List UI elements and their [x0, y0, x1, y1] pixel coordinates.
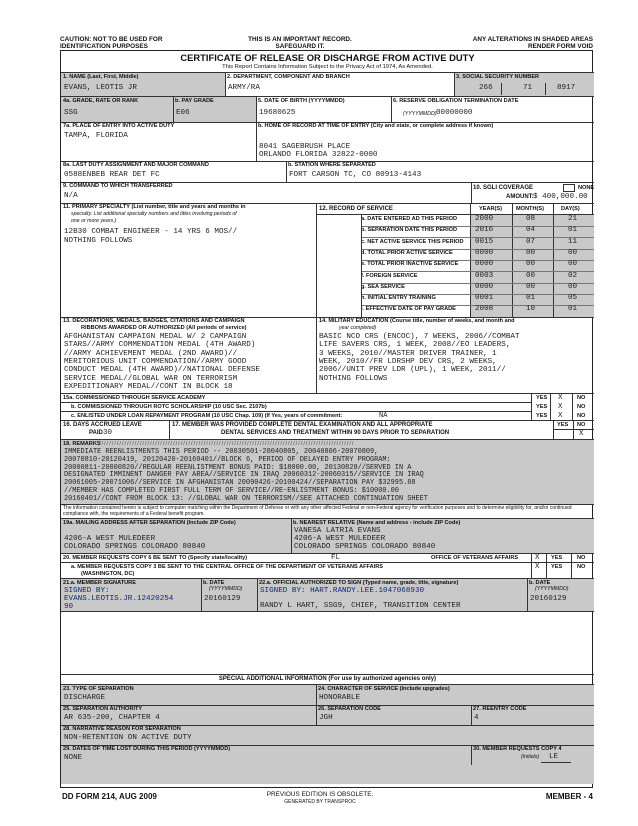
nearest-relative-line-1: VANESA LATRIA EVANS — [294, 527, 381, 535]
caution-line-2: IDENTIFICATION PURPOSES — [60, 43, 148, 50]
member-signature-line-2: EVANS.LEOTIS.JR.12420254 — [64, 595, 174, 603]
service-row-months: 07 — [526, 237, 536, 246]
reserve-obligation-format: (YYYYMMDD) — [403, 111, 437, 117]
copy3-yes[interactable]: YES — [551, 564, 563, 570]
reserve-obligation-value: 00000000 — [436, 109, 473, 117]
education-line: NOTHING FOLLOWS — [319, 374, 388, 383]
reserve-obligation-label: 6. RESERVE OBLIGATION TERMINATION DATE — [393, 98, 519, 104]
service-row-years: 0000 — [475, 248, 494, 257]
primary-specialty-note-1: specialty. List additional specialty numbers and titles involving periods of — [71, 211, 237, 217]
dob-label: 5. DATE OF BIRTH (YYYYMMDD) — [258, 98, 345, 104]
primary-specialty-label: 11. PRIMARY SPECIALTY (List number, title and years and months in — [63, 204, 246, 210]
copy6-no[interactable]: NO — [577, 555, 586, 561]
copy3-x: X — [535, 563, 540, 571]
copy4-initials-label: (Initials) — [521, 754, 540, 760]
military-education-label: 14. MILITARY EDUCATION (Course title, number of weeks, and month and — [319, 318, 515, 324]
important-line-1: THIS IS AN IMPORTANT RECORD. — [248, 36, 352, 43]
form-title: CERTIFICATE OF RELEASE OR DISCHARGE FROM ACTIVE DUTY — [180, 52, 475, 63]
generated-by: GENERATED BY TRANSPROC — [284, 799, 356, 805]
decorations-label: 13. DECORATIONS, MEDALS, BADGES, CITATIONS AND CAMPAIGN — [63, 318, 245, 324]
loan-repayment-years: NA — [379, 412, 388, 420]
service-row-months: 00 — [526, 260, 536, 269]
pay-grade-label: b. PAY GRADE — [175, 98, 214, 104]
copy6-label: 20. MEMBER REQUESTS COPY 6 BE SENT TO (Specify state/locality) — [63, 555, 248, 561]
department-label: 2. DEPARTMENT, COMPONENT AND BRANCH — [227, 74, 350, 80]
separation-code-value: JGH — [319, 714, 333, 722]
record-days-header: DAY(S) — [561, 206, 580, 212]
record-of-service-label: 12. RECORD OF SERVICE — [319, 206, 393, 212]
service-row-label: c. NET ACTIVE SERVICE THIS PERIOD — [361, 238, 464, 245]
loan-no[interactable]: NO — [577, 413, 586, 419]
rotc-label: b. COMMISSIONED THROUGH ROTC SCHOLARSHIP (10 USC Sec. 2107b) — [71, 404, 267, 410]
dental-x: X — [579, 430, 584, 438]
service-row-days: 11 — [568, 237, 578, 246]
sgli-none-checkbox[interactable] — [563, 184, 575, 192]
remarks-line: 20061005-20071006//SERVICE IN AFGHANISTAN 20090426-20100424//SEPARATION PAY $32995.88 — [64, 479, 416, 488]
reentry-code-label: 27. REENTRY CODE — [473, 706, 527, 712]
decoration-line: SERVICE MEDAL//GLOBAL WAR ON TERRORISM — [64, 374, 238, 383]
separation-code-label: 26. SEPARATION CODE — [318, 706, 381, 712]
official-date-value: 20160129 — [530, 595, 567, 603]
service-row-months: 08 — [526, 215, 536, 223]
record-months-header: MONTH(S) — [516, 206, 544, 212]
education-line: 3 WEEKS, 2010//MASTER DRIVER TRAINER, 1 — [319, 349, 497, 358]
education-line: LIFE SAVERS CRS, 1 WEEK, 2008//EO LEADERS, — [319, 341, 511, 350]
remarks-line: 20070810-20120419, 20120420-20160401//BLOCK 6, PERIOD OF DELAYED ENTRY PROGRAM: — [64, 455, 391, 464]
service-row-years: 0015 — [475, 237, 494, 246]
sgli-amount-value: $ 400,000.00 — [533, 193, 588, 201]
loan-repayment-label: c. ENLISTED UNDER LOAN REPAYMENT PROGRAM (10 USC Chap. 109) (If Yes, years of commitment: — [71, 413, 343, 419]
command-transferred-label: 9. COMMAND TO WHICH TRANSFERRED — [63, 183, 173, 189]
remarks-line: //MEMBER HAS COMPLETED FIRST FULL TERM OF SERVICE//RE-ENLISTMENT BONUS: $10000.00 — [64, 487, 399, 495]
member-date-format: (YYYYMMDD) — [209, 586, 243, 592]
pay-grade-value: E06 — [176, 109, 190, 117]
service-row-label: a. DATE ENTERED AD THIS PERIOD — [361, 216, 458, 222]
rotc-no[interactable]: NO — [577, 404, 586, 410]
member-signature-line-3: 90 — [64, 603, 74, 611]
academy-x: X — [558, 394, 563, 402]
education-line: WEEK, 2010//FR LDRSHP DEV CRS, 2 WEEKS, — [319, 357, 497, 366]
service-row-months: 01 — [526, 294, 536, 303]
service-row-days: 21 — [568, 215, 578, 223]
decoration-line: MERITORIOUS UNIT COMMENDATION//ARMY GOOD — [64, 357, 247, 366]
primary-specialty-value-1: 12B30 COMBAT ENGINEER - 14 YRS 6 MOS// — [64, 228, 238, 236]
time-lost-label: 29. DATES OF TIME LOST DURING THIS PERIOD (YYYYMMDD) — [63, 746, 231, 752]
form-body: CERTIFICATE OF RELEASE OR DISCHARGE FROM ACTIVE DUTY This Report Contains Information Subject to the Privacy Act of 1974, As Amended. 1. NAME (Last, First, Middle) EVANS, LEOTIS JR 2. DEPARTMENT, COMPONENT AND BRANCH ARMY/RA 3. SOCIAL SECURITY NUMBER 266 71 8917 4a. GRADE, RATE OR RANK SSG b. PAY GRADE E06 5. DATE OF BIRTH (YYYYMMDD) 19680625 6. RESERVE OBLIGATION TERMINATION DATE (YYYYMMDD) 00000000 7a. PLACE OF ENTRY INTO ACTIVE DUTY TAMPA, FLORIDA b. HOME OF RECORD AT TIME OF ENTRY (City and state, or complete address if known) 8041 SAGEBRUSH PLACE ORLANDO FLORIDA 32822-0000 8a. LAST DUTY ASSIGNMENT AND MAJOR COMMAND 0588ENBEB REAR DET FC b. STATION WHERE SEPARATED FORT CARSON TC, CO 80913-4143 9. COMMAND TO WHICH TRANSFERRED N/A 10. SGLI COVERAGE NONE AMOUNT: $ 400,000.00 11. PRIMARY SPECIALTY (List number, title and years and months in specialty. List additional specialty numbers and titles involving periods of one or more years.) 12B30 COMBAT ENGINEER - 14 YRS 6 MOS// NOTHING FOLLOWS 12. RECORD OF SERVICE YEAR(S) MONTH(S) DAY(S) 13. DECORATIONS, MEDALS, BADGES, CITATIONS AND CAMPAIGN RIBBONS AWARDED OR AUTHORIZED (All periods of service) 14. MILITARY EDUCATION (Course title, number of weeks, and month and year completed) 15a. COMMISSIONED THROUGH SERVICE ACADEMY b. COMMISSIONED THROUGH ROTC SCHOLARSHIP (10 USC Sec. 2107b) c. ENLISTED UNDER LOAN REPAYMENT PROGRAM (10 USC Chap. 109) (If Yes, years of commitment: NA YES X NO YES X NO YES X NO 16. DAYS ACCRUED LEAVE PAID 30 17. MEMBER WAS PROVIDED COMPLETE DENTAL EXAMINATION AND ALL APPROPRIATE DENTAL SERVICES AND TREATMENT WITHIN 90 DAYS PRIOR TO SEPARATION YES NO X 18. REMARKS //////////////////////////////////////////////////////////////////////////////////////////////////// The information contained herein is subject to computer matching within the Department of Defense or with any other affected Federal or non-Federal agency for verification purposes and to determine eligibility for, and/or continued compliance with, the requirements of a Federal benefit program. 19a. MAILING ADDRESS AFTER SEPARATION (Include ZIP Code) 4206-A WEST MULEDEER COLORADO SPRINGS COLORADO 80840 b. NEAREST RELATIVE (Name and address - include ZIP Code) VANESA LATRIA EVANS 4206-A WEST MULEDEER COLORADO SPRINGS COLORADO 80840 20. MEMBER REQUESTS COPY 6 BE SENT TO (Specify state/locality) FL OFFICE OF VETERANS AFFAIRS X YES NO a. MEMBER REQUESTS COPY 3 BE SENT TO THE CENTRAL OFFICE OF THE DEPARTMENT OF VETERANS AFFAIRS (WASHINGTON, DC) X YES NO 21.a. MEMBER SIGNATURE SIGNED BY: EVANS.LEOTIS.JR.12420254 90 b. DATE (YYYYMMDD) 20160129 22.a. OFFICIAL AUTHORIZED TO SIGN (Typed name, grade, title, signature) SIGNED BY: HART.RANDY.LEE.1047068930 RANDY L HART, SSG9, CHIEF, TRANSITION CENTER b. DATE (YYYYMMDD) 20160129 SPECIAL ADDITIONAL INFORMATION (For use by authorized agencies only) 23. TYPE OF SEPARATION DISCHARGE 24. CHARACTER OF SERVICE (Include upgrades) HONORABLE 25. SEPARATION AUTHORITY AR 635-200, CHAPTER 4 26. SEPARATION CODE JGH 27. REENTRY CODE 4 28. NARRATIVE REASON FOR SEPARATION NON-RETENTION ON ACTIVE DUTY 29. DATES OF TIME LOST DURING THIS PERIOD (YYYYMMDD) NONE 30. MEMBER REQUESTS COPY 4 (Initials) LE a. DATE ENTERED AD THIS PERIOD 2000 08 21 b. SEPARATION DATE THIS PERIOD 2016 04 01 c. NET ACTIVE SERVICE THIS PERIOD 0015 07 11 d. TOTAL PRIOR ACTIVE SERVICE 0000 00 00 e. TOTAL PRIOR INACTIVE SERVICE 0000 00 00 f. FOREIGN SERVICE 0003 00 02 g. SEA SERVICE 0000 00 00 h. INITIAL ENTRY TRAINING 0001 01 05 i. EFFECTIVE DATE OF PAY GRADE 2008 10 01 AFGHANISTAN CAMPAIGN MEDAL W/ 2 CAMPAIGN STARS//ARMY COMMENDATION MEDAL (4TH AWARD) //ARMY ACHIEVEMENT MEDAL (2ND AWARD)// MERITORIOUS UNIT COMMENDATION//ARMY GOOD CONDUCT MEDAL (4TH AWARD)//NATIONAL DEFENSE SERVICE MEDAL//GLOBAL WAR ON TERRORISM EXPEDITIONARY MEDAL//CONT IN BLOCK 18 BASIC NCO CRS (ENCOC), 7 WEEKS, 2006//COMBAT LIFE SAVERS CRS, 1 WEEK, 2008//EO LEADERS, 3 WEEKS, 2010//MASTER DRIVER TRAINER, 1 WEEK, 2010//FR LDRSHP DEV CRS, 2 WEEKS, 2006//UNIT PREV LDR (UPL), 1 WEEK, 2011// NOTHING FOLLOWS IMMEDIATE REENLISTMENTS THIS PERIOD -- 20030501-20040805, 20040806-20070809, 20070810-20120419, 20120420-20160401//BLOCK 6, PERIOD OF DELAYED ENTRY PROGRAM: 20000811-20000820//REGULAR REENLISTMENT BONUS PAID: $18000.00, 20130828//SERVED IN A DESIGNATED IMMINENT DANGER PAY AREA//SERVICE IN IRAQ 20060312-20060315//SERVICE IN IRAQ 20061005-20071006//SERVICE IN AFGHANISTAN 20090426-20100424//SEPARATION PAY $32995.88 //MEMBER HAS COMPLETED FIRST FULL TERM OF SERVICE//RE-ENLISTMENT BONUS: $10000.00 20160401//CONT FROM BLOCK 13: //GLOBAL WAR ON TERRORISM//SEE ATTACHED CONTINUATION SHEET — [60, 50, 593, 788]
decoration-line: //ARMY ACHIEVEMENT MEDAL (2ND AWARD)// — [64, 349, 238, 358]
service-row-months: 00 — [526, 282, 536, 291]
copy3-label-2: (WASHINGTON, DC) — [81, 571, 135, 577]
member-date-label: b. DATE — [203, 580, 225, 586]
service-row-years: 0000 — [475, 282, 494, 291]
service-row-months: 00 — [526, 271, 536, 280]
nearest-relative-label: b. NEAREST RELATIVE (Name and address - include ZIP Code) — [293, 520, 461, 526]
service-row-months: 00 — [526, 248, 536, 257]
separation-type-label: 23. TYPE OF SEPARATION — [63, 686, 134, 692]
service-row-days: 00 — [568, 248, 578, 257]
primary-specialty-note-2: one or more years.) — [71, 218, 117, 224]
copy6-state: FL — [331, 554, 341, 562]
important-text — [230, 36, 370, 50]
caution-text — [60, 36, 163, 50]
service-row-label: i. EFFECTIVE DATE OF PAY GRADE — [361, 306, 456, 313]
copy6-x: X — [535, 554, 540, 562]
education-line: 2006//UNIT PREV LDR (UPL), 1 WEEK, 2011// — [319, 366, 506, 375]
service-row-label: f. FOREIGN SERVICE — [361, 272, 418, 279]
disclosure-notice: The information contained herein is subject to computer matching within the Department of Defense or with any other affected Federal or non-Federal agency for verification purposes and to determine eligibility for, and/or continued compliance with, the requirements of a Federal benefit program. — [63, 505, 572, 517]
member-signature-label: 21.a. MEMBER SIGNATURE — [63, 580, 136, 586]
decoration-line: STARS//ARMY COMMENDATION MEDAL (4TH AWARD) — [64, 341, 256, 350]
separation-authority-label: 25. SEPARATION AUTHORITY — [63, 706, 143, 712]
copy3-label: a. MEMBER REQUESTS COPY 3 BE SENT TO THE CENTRAL OFFICE OF THE DEPARTMENT OF VETERANS AFFAIRS — [71, 564, 384, 570]
decoration-line: CONDUCT MEDAL (4TH AWARD)//NATIONAL DEFENSE — [64, 366, 260, 375]
alterations-text — [420, 36, 593, 50]
last-duty-label: 8a. LAST DUTY ASSIGNMENT AND MAJOR COMMAND — [63, 162, 209, 168]
separation-authority-value: AR 635-200, CHAPTER 4 — [64, 714, 160, 722]
dob-value: 19680625 — [259, 109, 296, 117]
important-line-2: SAFEGUARD IT. — [275, 43, 325, 50]
dental-label: 17. MEMBER WAS PROVIDED COMPLETE DENTAL EXAMINATION AND ALL APPROPRIATE — [172, 422, 433, 428]
dental-yes[interactable]: YES — [557, 422, 569, 428]
home-of-record-line-2: ORLANDO FLORIDA 32822-0000 — [259, 151, 378, 159]
rotc-x: X — [558, 403, 563, 411]
service-row-months: 04 — [526, 226, 536, 235]
official-date-label: b. DATE — [529, 580, 551, 586]
military-education-label-2: year completed) — [339, 325, 377, 331]
time-lost-value: NONE — [64, 754, 83, 762]
caution-line-1: CAUTION: NOT TO BE USED FOR — [60, 36, 163, 43]
service-row-days: 00 — [568, 260, 578, 269]
service-row-years: 2016 — [475, 226, 494, 235]
department-value: ARMY/RA — [228, 84, 260, 92]
decorations-label-2: RIBBONS AWARDED OR AUTHORIZED (All periods of service) — [81, 325, 247, 331]
narrative-reason-value: NON-RETENTION ON ACTIVE DUTY — [64, 734, 192, 742]
nearest-relative-line-3: COLORADO SPRINGS COLORADO 80840 — [294, 543, 436, 551]
place-of-entry-value: TAMPA, FLORIDA — [64, 132, 128, 140]
command-transferred-value: N/A — [64, 192, 78, 200]
service-row-years: 0003 — [475, 271, 494, 280]
academy-yes[interactable]: YES — [536, 395, 548, 401]
service-row-days: 02 — [568, 271, 578, 280]
service-row-years: 0000 — [475, 260, 494, 269]
service-row-days: 00 — [568, 282, 578, 291]
copy4-initials-value: LE — [549, 753, 559, 761]
member-date-value: 20160129 — [204, 595, 241, 603]
official-signature-label: 22.a. OFFICIAL AUTHORIZED TO SIGN (Typed name, grade, title, signature) — [259, 580, 459, 586]
service-row-label: g. SEA SERVICE — [361, 283, 405, 290]
member-signature-line-1: SIGNED BY: — [64, 587, 110, 595]
station-separated-label: b. STATION WHERE SEPARATED — [288, 162, 376, 168]
copy-designation: MEMBER - 4 — [545, 792, 593, 801]
copy3-no[interactable]: NO — [577, 564, 586, 570]
grade-label: 4a. GRADE, RATE OR RANK — [63, 98, 139, 104]
place-of-entry-label: 7a. PLACE OF ENTRY INTO ACTIVE DUTY — [63, 123, 175, 129]
ssn-part-1: 266 — [479, 84, 493, 92]
loan-x: X — [558, 412, 563, 420]
copy6-office: OFFICE OF VETERANS AFFAIRS — [431, 555, 519, 561]
academy-no[interactable]: NO — [577, 395, 586, 401]
official-date-format: (YYYYMMDD) — [535, 586, 569, 592]
sgli-amount-label: AMOUNT: — [506, 194, 534, 200]
remarks-label: 18. REMARKS — [63, 441, 101, 447]
service-row-months: 10 — [526, 305, 536, 314]
copy6-yes[interactable]: YES — [551, 555, 563, 561]
alterations-line-1: ANY ALTERATIONS IN SHADED AREAS — [472, 36, 593, 43]
copy4-label: 30. MEMBER REQUESTS COPY 4 — [473, 746, 562, 752]
special-info-header: SPECIAL ADDITIONAL INFORMATION (For use by authorized agencies only) — [218, 676, 437, 682]
official-signature-line-2: RANDY L HART, SSG9, CHIEF, TRANSITION CENTER — [260, 602, 461, 610]
mailing-address-line-2: COLORADO SPRINGS COLORADO 80840 — [64, 543, 206, 551]
remarks-line: DESIGNATED IMMINENT DANGER PAY AREA//SERVICE IN IRAQ 20060312-20060315//SERVICE IN IRAQ — [64, 471, 424, 480]
narrative-reason-label: 28. NARRATIVE REASON FOR SEPARATION — [63, 726, 181, 732]
accrued-leave-value: 30 — [103, 429, 113, 437]
accrued-leave-paid: PAID — [89, 430, 103, 436]
privacy-notice: This Report Contains Information Subject to the Privacy Act of 1974, As Amended. — [222, 64, 433, 70]
remarks-line: 20160401//CONT FROM BLOCK 13: //GLOBAL WAR ON TERRORISM//SEE ATTACHED CONTINUATION SHEET — [64, 494, 428, 503]
name-label: 1. NAME (Last, First, Middle) — [63, 74, 139, 80]
service-row-days: 01 — [568, 226, 578, 235]
service-row-years: 2008 — [475, 305, 494, 314]
sgli-none-label: NONE — [578, 185, 595, 191]
decoration-line: AFGHANISTAN CAMPAIGN MEDAL W/ 2 CAMPAIGN — [64, 333, 247, 341]
rotc-yes[interactable]: YES — [536, 404, 548, 410]
ssn-part-3: 8917 — [557, 84, 576, 92]
accrued-leave-label: 16. DAYS ACCRUED LEAVE — [63, 422, 142, 428]
service-row-days: 01 — [568, 305, 578, 314]
last-duty-value: 0588ENBEB REAR DET FC — [64, 171, 160, 179]
sgli-label: 10. SGLI COVERAGE — [473, 185, 534, 191]
alterations-line-2: RENDER FORM VOID — [528, 43, 593, 50]
decoration-line: EXPEDITIONARY MEDAL//CONT IN BLOCK 18 — [64, 382, 233, 391]
service-row-years: 0001 — [475, 294, 494, 303]
character-of-service-value: HONORABLE — [319, 694, 361, 702]
obsolete-notice: PREVIOUS EDITION IS OBSOLETE. — [266, 791, 374, 798]
remarks-line: IMMEDIATE REENLISTMENTS THIS PERIOD -- 20030501-20040805, 20040806-20070809, — [64, 448, 379, 456]
station-separated-value: FORT CARSON TC, CO 80913-4143 — [289, 171, 422, 179]
form-number: DD FORM 214, AUG 2009 — [62, 792, 157, 801]
education-line: BASIC NCO CRS (ENCOC), 7 WEEKS, 2006//COMBAT — [319, 333, 520, 341]
service-row-label: d. TOTAL PRIOR ACTIVE SERVICE — [361, 249, 453, 256]
home-of-record-label: b. HOME OF RECORD AT TIME OF ENTRY (City and state, or complete address if known) — [258, 123, 494, 129]
record-years-header: YEAR(S) — [479, 206, 502, 212]
character-of-service-label: 24. CHARACTER OF SERVICE (Include upgrades) — [318, 686, 450, 692]
name-value: EVANS, LEOTIS JR — [64, 84, 137, 92]
official-signature-line-1: SIGNED BY: HART.RANDY.LEE.1047068930 — [260, 587, 425, 595]
service-row-label: b. SEPARATION DATE THIS PERIOD — [361, 227, 458, 234]
separation-type-value: DISCHARGE — [64, 694, 106, 702]
grade-value: SSG — [64, 109, 78, 117]
service-row-days: 05 — [568, 294, 578, 303]
nearest-relative-line-2: 4206-A WEST MULEDEER — [294, 535, 386, 543]
reentry-code-value: 4 — [474, 714, 479, 722]
primary-specialty-value-2: NOTHING FOLLOWS — [64, 237, 133, 245]
service-row-label: h. INITIAL ENTRY TRAINING — [361, 295, 436, 302]
mailing-address-label: 19a. MAILING ADDRESS AFTER SEPARATION (Include ZIP Code) — [63, 520, 236, 526]
dental-label-2: DENTAL SERVICES AND TREATMENT WITHIN 90 DAYS PRIOR TO SEPARATION — [221, 430, 450, 436]
ssn-part-2: 71 — [523, 84, 533, 92]
home-of-record-line-1: 8041 SAGEBRUSH PLACE — [259, 143, 351, 151]
dental-no[interactable]: NO — [577, 422, 586, 428]
ssn-label: 3. SOCIAL SECURITY NUMBER — [456, 74, 540, 80]
academy-label: 15a. COMMISSIONED THROUGH SERVICE ACADEMY — [63, 395, 206, 401]
remarks-line: 20000811-20000820//REGULAR REENLISTMENT BONUS PAID: $18000.00, 20130828//SERVED IN A — [64, 463, 412, 472]
service-row-label: e. TOTAL PRIOR INACTIVE SERVICE — [361, 261, 459, 268]
service-row-years: 2000 — [475, 215, 494, 223]
blank-space — [61, 612, 594, 674]
loan-yes[interactable]: YES — [536, 413, 548, 419]
mailing-address-line-1: 4206-A WEST MULEDEER — [64, 535, 156, 543]
